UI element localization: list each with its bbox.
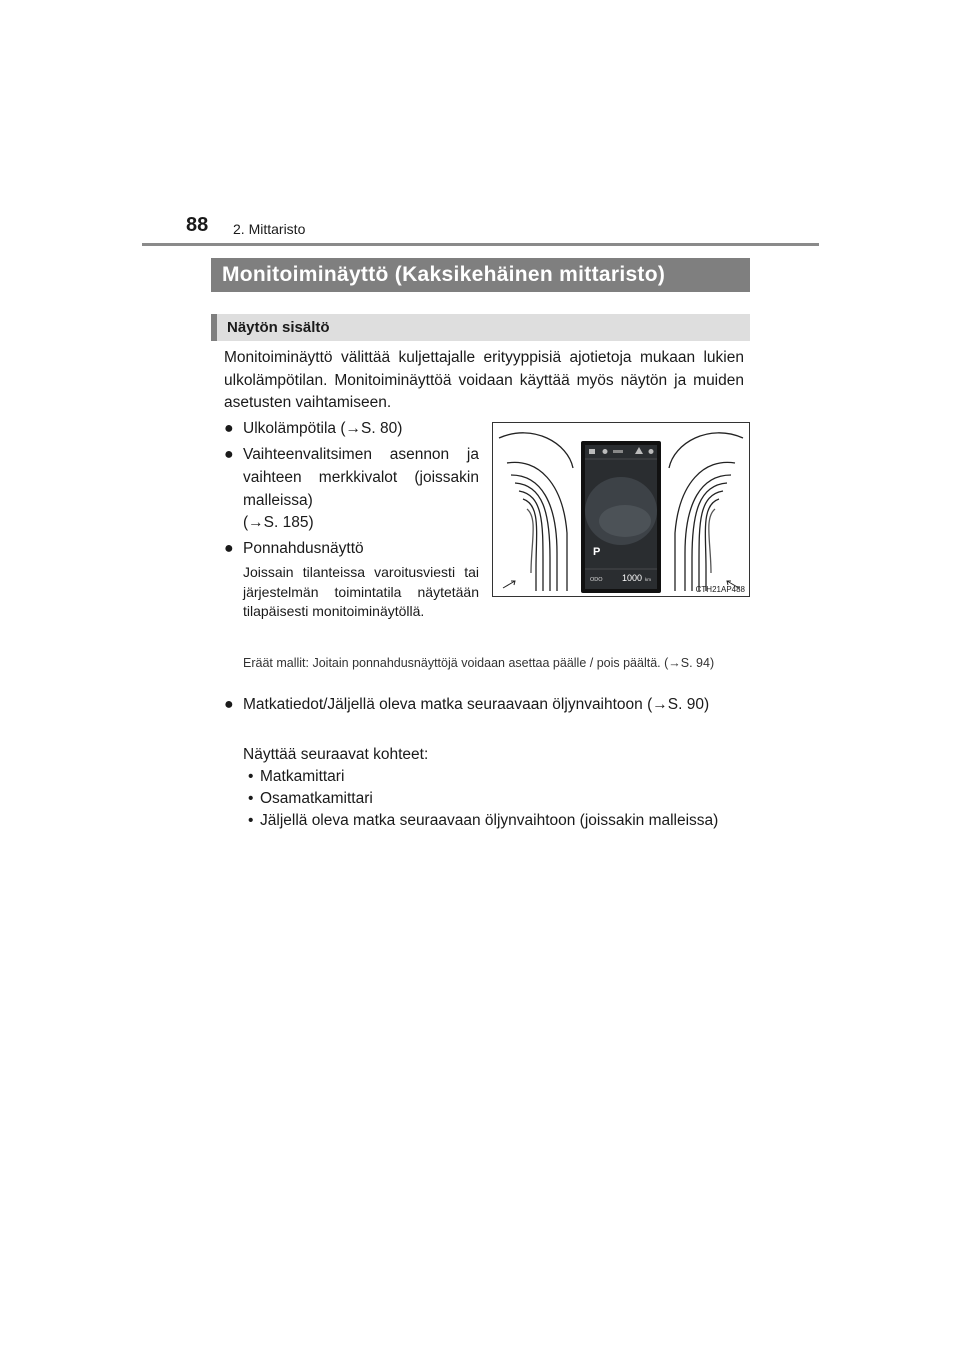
instrument-cluster-figure	[492, 422, 750, 597]
bullet-description: Joissain tilanteissa varoitusviesti tai järjestelmän toimintatila näytetään tilapäisesti monitoiminäytöllä.	[243, 564, 479, 619]
bullet-text: Ulkolämpötila (→S. 80)	[243, 420, 403, 437]
sub-bullet-dot: •	[248, 812, 254, 829]
bullet-dot: ●	[224, 540, 234, 557]
bullet-text-line: Vaihteenvalitsimen asennon ja	[243, 446, 479, 463]
intro-paragraph: Monitoiminäyttö välittää kuljettajalle erityyppisiä ajotietoja mukaan lukien ulkolämpötilan. Monitoiminäyttöä voidaan käyttää myös näytön ja muiden asetusten vaihtamiseen.	[224, 349, 744, 411]
bullet-text: Matkatiedot/Jäljellä oleva matka seuraavaan öljynvaihtoon (→S. 90)	[243, 696, 710, 713]
bullet-dot: ●	[224, 446, 234, 463]
bullet-dot: ●	[224, 420, 234, 437]
bullet-text: Ponnahdusnäyttö	[243, 540, 364, 557]
subsection-title: Näytön sisältö	[211, 314, 750, 341]
cluster-illustration	[493, 423, 749, 596]
sub-item-odometer: Matkamittari	[260, 768, 345, 785]
page-number: 88	[186, 214, 209, 236]
section-title: Monitoiminäyttö (Kaksikehäinen mittaristo)	[211, 258, 750, 292]
sub-item-tripmeter: Osamatkamittari	[260, 790, 373, 807]
bullet-dot: ●	[224, 696, 234, 713]
bullet-text-line: (→S. 185)	[243, 514, 314, 531]
bullet-text-line: vaihteen merkkivalot (joissakin	[243, 469, 479, 486]
chapter-title: 2. Mittaristo	[233, 221, 306, 237]
gear-position-text: P	[593, 546, 601, 558]
header-divider	[142, 243, 819, 246]
sub-item-oil-change: Jäljellä oleva matka seuraavaan öljynvaihtoon (joissakin malleissa)	[260, 812, 719, 829]
sub-bullet-dot: •	[248, 790, 254, 807]
odo-label-text: ODO	[590, 577, 603, 583]
odo-value-text: 1000	[622, 573, 643, 583]
bullet-text-line: malleissa)	[243, 492, 313, 509]
note-text: Eräät mallit: Joitain ponnahdusnäyttöjä voidaan asettaa päälle / pois päältä. (→S. 94)	[243, 656, 715, 670]
bullet-description: Näyttää seuraavat kohteet:	[243, 746, 429, 763]
sub-bullet-dot: •	[248, 768, 254, 785]
odo-unit-text: km	[645, 577, 651, 582]
figure-code: CTH21AP488	[695, 585, 745, 594]
